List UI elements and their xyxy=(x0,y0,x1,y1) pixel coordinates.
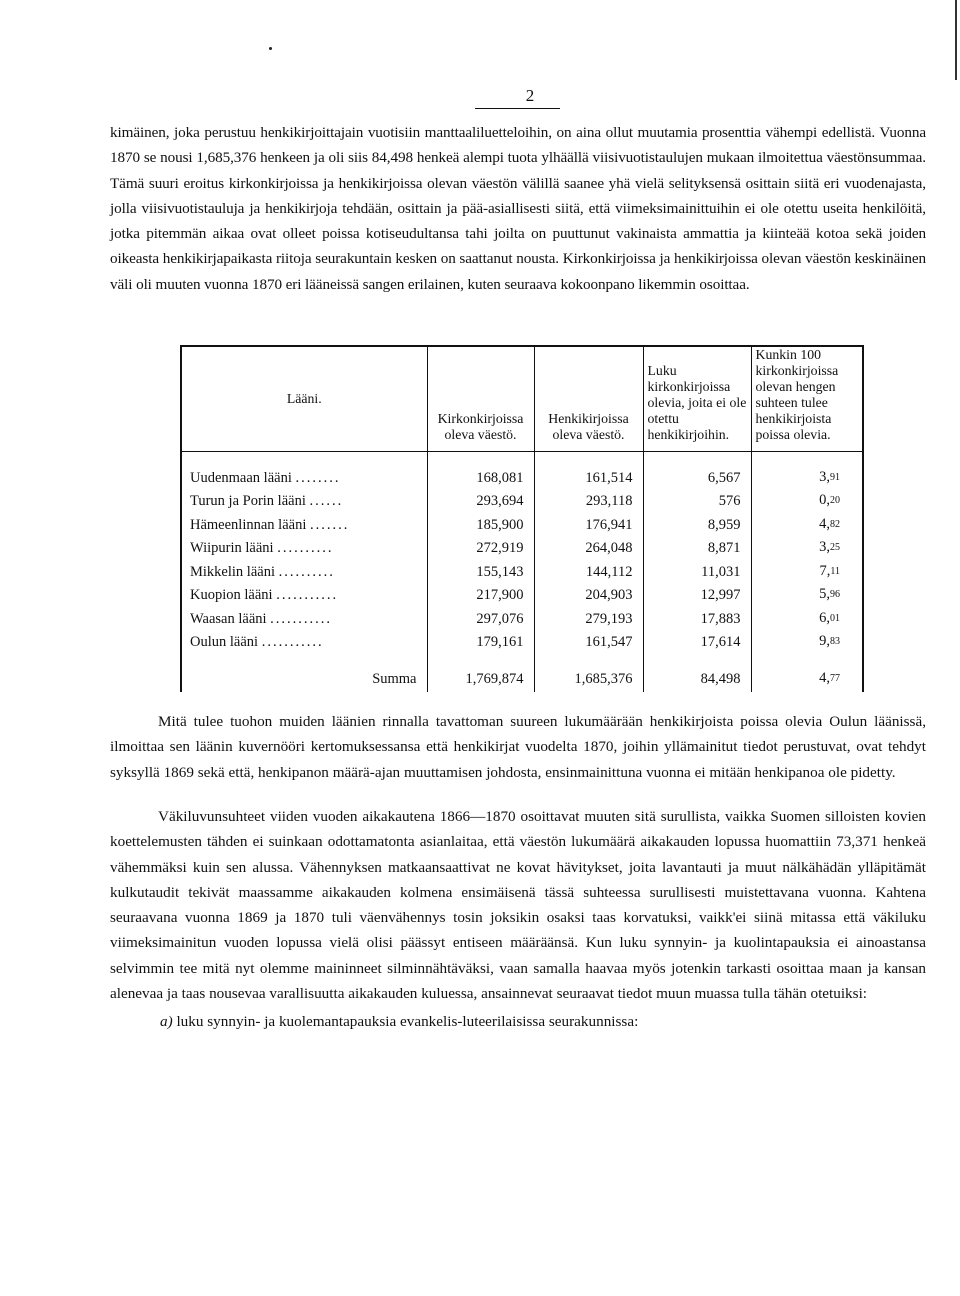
missing-value: 17,614 xyxy=(643,631,751,655)
percent-value: $9,_{83}$ xyxy=(751,631,863,655)
population-table xyxy=(180,345,862,685)
church-value: 155,143 xyxy=(427,560,534,584)
table-row xyxy=(181,584,863,608)
percent-value: $0,_{20}$ xyxy=(751,490,863,514)
paragraph-oulu: Mitä tulee tuohon muiden läänien rinnalla tavattoman suureen lukumäärään henkikirjoista poissa olevia Oulun läänissä, ilmoittaa sen läänin kuvernööri kertomuksessansa että henkikirjat vuodelta 1870, joihin yllämainitut tiedot perustuvat, ovat tehdyt syksyllä 1869 sekä että, henkipanon määrä-ajan muuttamisen johdosta, ensinmainittuna vuonna ei mitään henkipanoa ole pidetty. xyxy=(110,713,926,781)
header-census: Henkikirjoissa oleva väestö. xyxy=(534,346,643,452)
census-value: 161,514 xyxy=(534,452,643,490)
province-name: Hämeenlinnan lääni ....... xyxy=(181,513,427,537)
percent-value: $6,_{01}$ xyxy=(751,607,863,631)
scan-edge xyxy=(955,0,957,80)
census-value: 144,112 xyxy=(534,560,643,584)
table-row xyxy=(181,490,863,514)
percent-value: $7,_{11}$ xyxy=(751,560,863,584)
list-item-text: luku synnyin- ja kuolemantapauksia evankelis-luteerilaisissa seurakunnissa: xyxy=(176,1013,639,1030)
population-table-grid xyxy=(180,345,864,692)
table-row xyxy=(181,537,863,561)
table-row xyxy=(181,607,863,631)
page-number: 2 xyxy=(525,86,535,105)
page-number-rule xyxy=(475,108,560,109)
percent-value: $5,_{96}$ xyxy=(751,584,863,608)
census-value: 279,193 xyxy=(534,607,643,631)
church-value: 272,919 xyxy=(427,537,534,561)
missing-value: 11,031 xyxy=(643,560,751,584)
header-missing: Luku kirkonkirjoissa olevia, joita ei ole otettu henkikirjoihin. xyxy=(643,346,751,452)
church-value: 293,694 xyxy=(427,490,534,514)
province-name: Kuopion lääni ........... xyxy=(181,584,427,608)
list-marker: a) xyxy=(160,1013,173,1030)
census-value: 176,941 xyxy=(534,513,643,537)
percent-value: $4,_{82}$ xyxy=(751,513,863,537)
percent-value: $3,_{25}$ xyxy=(751,537,863,561)
census-value: 204,903 xyxy=(534,584,643,608)
church-value: 217,900 xyxy=(427,584,534,608)
province-name: Turun ja Porin lääni ...... xyxy=(181,490,427,514)
missing-value: 17,883 xyxy=(643,607,751,631)
table-row xyxy=(181,560,863,584)
sum-missing: 84,498 xyxy=(643,654,751,692)
province-name: Waasan lääni ........... xyxy=(181,607,427,631)
table-header-row xyxy=(181,346,863,452)
missing-value: 576 xyxy=(643,490,751,514)
header-province: Lääni. xyxy=(181,346,427,452)
church-value: 297,076 xyxy=(427,607,534,631)
church-value: 168,081 xyxy=(427,452,534,490)
table-sum-row xyxy=(181,654,863,692)
census-value: 293,118 xyxy=(534,490,643,514)
table-row xyxy=(181,631,863,655)
paragraph-list-item xyxy=(160,1009,638,1034)
table-row xyxy=(181,513,863,537)
province-name: Uudenmaan lääni ........ xyxy=(181,452,427,490)
missing-value: 8,959 xyxy=(643,513,751,537)
census-value: 264,048 xyxy=(534,537,643,561)
missing-value: 12,997 xyxy=(643,584,751,608)
table-row xyxy=(181,452,863,490)
church-value: 179,161 xyxy=(427,631,534,655)
header-per-hundred: Kunkin 100 kirkonkirjoissa olevan hengen suhteen tulee henkikirjoista poissa olevia. xyxy=(751,346,863,452)
sum-church: 1,769,874 xyxy=(427,654,534,692)
paragraph-population: Väkiluvunsuhteet viiden vuoden aikakautena 1866—1870 osoittavat muuten sitä surullista, vaikka Suomen silloisten kovien koettelemusten tähden ei suinkaan odottamatonta asianlaitaa, että väestön lukumäärä aikakauden lopussa huomattiin 73,371 henkeä vähemmäksi kuin sen alussa. Vähennyksen matkaansaattivat ne kovat hävitykset, joita lavantauti ja muut nälkähädän ylläpitämät kulkutaudit tekivät maassamme aikakauden kolmena ensimäisenä tässä suhteessa surullisesti muistettavana vuonna. Kahtena seuraavana vuonna 1869 ja 1870 tuli väenvähennys tosin joksikin osaksi taas korvatuksi, vaikk'ei siinä mitassa että väkiluku viimeksimainitun vuoden lopussa vielä olisi päässyt entiseen määräänsä. Kun luku synnyin- ja kuolintapauksia ei ainoastansa selvimmin tee mitä nyt olemme maininneet silminnähtäväksi, vaan samalla haavaa myös jotenkin tarkasti osoittaa maan ja kansan alenevaa ja taas nousevaa varallisuutta aikakauden kuluessa, ansainnevat seuraavat tiedot muun muassa tulla tähän otetuiksi: xyxy=(110,808,926,1003)
sum-percent: $4,_{77}$ xyxy=(751,654,863,692)
missing-value: 6,567 xyxy=(643,452,751,490)
sum-label: Summa xyxy=(181,654,427,692)
stray-mark xyxy=(269,47,272,50)
census-value: 161,547 xyxy=(534,631,643,655)
missing-value: 8,871 xyxy=(643,537,751,561)
province-name: Oulun lääni ........... xyxy=(181,631,427,655)
paragraph-intro: kimäinen, joka perustuu henkikirjoittajain vuotisiin manttaaliluetteloihin, on aina ollut muutamia prosenttia vähempi edellistä. Vuonna 1870 se nousi 1,685,376 henkeen ja oli siis 84,498 henkeä alempi tuota ylhäällä viisivuotistaulujen mukaan ilmoitettua väestönsummaa. Tämä suuri eroitus kirkonkirjoissa ja henkikirjoissa olevan väestön välillä saanee yhä vielä selityksensä osittain siitä eri vuodenajasta, jolla viisivuotistauluja ja henkikirjoja tehdään, osittain ja pää-asiallisesti siitä, että viimeksimainittuihin ei ole otettu useita henkilöitä, jotka pitemmän aikaa ovat olleet poissa kotiseudultansa tahi joilta on puuttunut vakinaista ammattia ja kiinteää kotoa sekä joiden oikeasta henkikirjapaikasta riitoja seurakuntain kesken on saattanut nousta. Kirkonkirjoissa ja henkikirjoissa olevan väestön keskinäinen väli oli muuten vuonna 1870 eri lääneissä sangen erilainen, kuten seuraava kokoonpano likemmin osoittaa. xyxy=(110,124,926,293)
province-name: Wiipurin lääni .......... xyxy=(181,537,427,561)
percent-value: $3,_{91}$ xyxy=(751,452,863,490)
church-value: 185,900 xyxy=(427,513,534,537)
sum-census: 1,685,376 xyxy=(534,654,643,692)
header-church: Kirkonkirjoissa oleva väestö. xyxy=(427,346,534,452)
province-name: Mikkelin lääni .......... xyxy=(181,560,427,584)
